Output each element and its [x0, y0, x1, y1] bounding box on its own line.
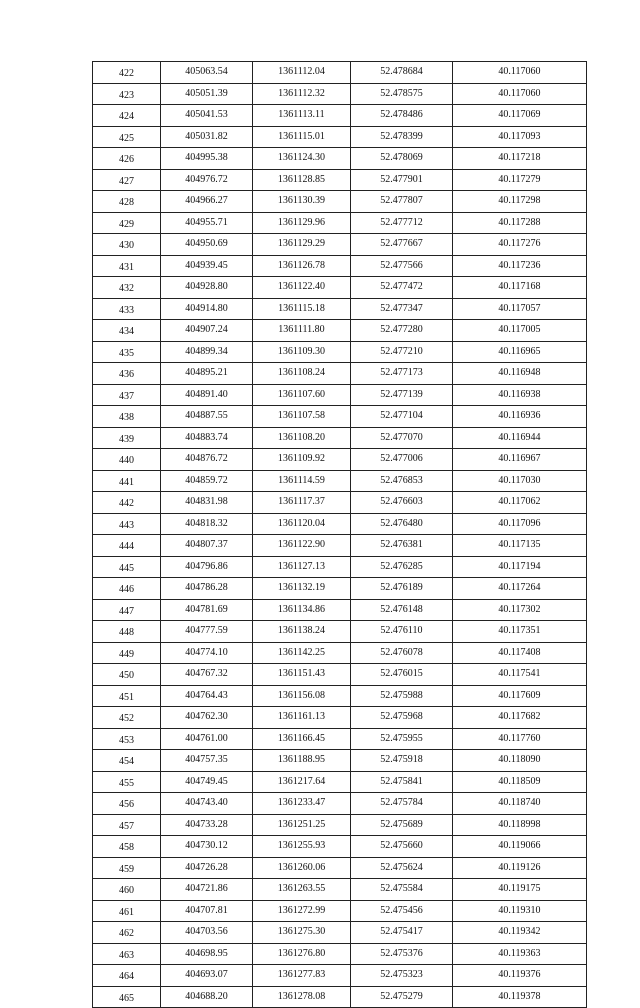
coordinates-table — [92, 61, 587, 1008]
y-coordinate-cell: 1361108.24 — [253, 363, 351, 385]
point-number-cell: 454 — [93, 750, 161, 772]
x-coordinate-cell: 404955.71 — [161, 212, 253, 234]
longitude-cell: 40.116965 — [453, 341, 587, 363]
point-number-cell: 429 — [93, 212, 161, 234]
y-coordinate-cell: 1361114.59 — [253, 470, 351, 492]
latitude-cell: 52.475660 — [351, 836, 453, 858]
latitude-cell: 52.476148 — [351, 599, 453, 621]
longitude-cell: 40.119376 — [453, 965, 587, 987]
latitude-cell: 52.477807 — [351, 191, 453, 213]
latitude-cell: 52.476015 — [351, 664, 453, 686]
latitude-cell: 52.475689 — [351, 814, 453, 836]
latitude-cell: 52.475968 — [351, 707, 453, 729]
coordinates-table-body — [93, 62, 587, 1008]
point-number-cell: 422 — [93, 62, 161, 84]
x-coordinate-cell: 405051.39 — [161, 83, 253, 105]
x-coordinate-cell: 404707.81 — [161, 900, 253, 922]
latitude-cell: 52.475584 — [351, 879, 453, 901]
point-number-cell: 452 — [93, 707, 161, 729]
longitude-cell: 40.117264 — [453, 578, 587, 600]
point-number-cell: 425 — [93, 126, 161, 148]
latitude-cell: 52.475955 — [351, 728, 453, 750]
point-number-cell: 458 — [93, 836, 161, 858]
point-number-cell: 450 — [93, 664, 161, 686]
latitude-cell: 52.475376 — [351, 943, 453, 965]
point-number-cell: 456 — [93, 793, 161, 815]
longitude-cell: 40.117760 — [453, 728, 587, 750]
longitude-cell: 40.119126 — [453, 857, 587, 879]
longitude-cell: 40.117541 — [453, 664, 587, 686]
point-number-cell: 463 — [93, 943, 161, 965]
y-coordinate-cell: 1361112.04 — [253, 62, 351, 84]
longitude-cell: 40.117279 — [453, 169, 587, 191]
y-coordinate-cell: 1361217.64 — [253, 771, 351, 793]
latitude-cell: 52.477472 — [351, 277, 453, 299]
longitude-cell: 40.117218 — [453, 148, 587, 170]
longitude-cell: 40.116936 — [453, 406, 587, 428]
longitude-cell: 40.117060 — [453, 83, 587, 105]
x-coordinate-cell: 404818.32 — [161, 513, 253, 535]
table-row — [93, 943, 587, 965]
x-coordinate-cell: 404831.98 — [161, 492, 253, 514]
latitude-cell: 52.478399 — [351, 126, 453, 148]
table-row — [93, 255, 587, 277]
x-coordinate-cell: 404762.30 — [161, 707, 253, 729]
latitude-cell: 52.476285 — [351, 556, 453, 578]
x-coordinate-cell: 404899.34 — [161, 341, 253, 363]
x-coordinate-cell: 404807.37 — [161, 535, 253, 557]
latitude-cell: 52.476110 — [351, 621, 453, 643]
y-coordinate-cell: 1361272.99 — [253, 900, 351, 922]
x-coordinate-cell: 404698.95 — [161, 943, 253, 965]
point-number-cell: 433 — [93, 298, 161, 320]
y-coordinate-cell: 1361276.80 — [253, 943, 351, 965]
y-coordinate-cell: 1361277.83 — [253, 965, 351, 987]
latitude-cell: 52.478486 — [351, 105, 453, 127]
point-number-cell: 428 — [93, 191, 161, 213]
table-row — [93, 126, 587, 148]
x-coordinate-cell: 404764.43 — [161, 685, 253, 707]
table-row — [93, 83, 587, 105]
table-row — [93, 986, 587, 1008]
longitude-cell: 40.117093 — [453, 126, 587, 148]
y-coordinate-cell: 1361275.30 — [253, 922, 351, 944]
y-coordinate-cell: 1361151.43 — [253, 664, 351, 686]
point-number-cell: 457 — [93, 814, 161, 836]
latitude-cell: 52.475456 — [351, 900, 453, 922]
y-coordinate-cell: 1361107.60 — [253, 384, 351, 406]
point-number-cell: 462 — [93, 922, 161, 944]
y-coordinate-cell: 1361109.92 — [253, 449, 351, 471]
y-coordinate-cell: 1361138.24 — [253, 621, 351, 643]
point-number-cell: 440 — [93, 449, 161, 471]
y-coordinate-cell: 1361134.86 — [253, 599, 351, 621]
x-coordinate-cell: 404859.72 — [161, 470, 253, 492]
longitude-cell: 40.117060 — [453, 62, 587, 84]
x-coordinate-cell: 404688.20 — [161, 986, 253, 1008]
latitude-cell: 52.477280 — [351, 320, 453, 342]
latitude-cell: 52.475323 — [351, 965, 453, 987]
point-number-cell: 441 — [93, 470, 161, 492]
x-coordinate-cell: 404730.12 — [161, 836, 253, 858]
x-coordinate-cell: 404743.40 — [161, 793, 253, 815]
longitude-cell: 40.119378 — [453, 986, 587, 1008]
y-coordinate-cell: 1361255.93 — [253, 836, 351, 858]
longitude-cell: 40.116938 — [453, 384, 587, 406]
table-row — [93, 148, 587, 170]
x-coordinate-cell: 404928.80 — [161, 277, 253, 299]
y-coordinate-cell: 1361126.78 — [253, 255, 351, 277]
latitude-cell: 52.475417 — [351, 922, 453, 944]
point-number-cell: 449 — [93, 642, 161, 664]
latitude-cell: 52.477070 — [351, 427, 453, 449]
longitude-cell: 40.117030 — [453, 470, 587, 492]
longitude-cell: 40.116948 — [453, 363, 587, 385]
x-coordinate-cell: 404891.40 — [161, 384, 253, 406]
point-number-cell: 453 — [93, 728, 161, 750]
latitude-cell: 52.477210 — [351, 341, 453, 363]
point-number-cell: 434 — [93, 320, 161, 342]
point-number-cell: 448 — [93, 621, 161, 643]
point-number-cell: 437 — [93, 384, 161, 406]
table-row — [93, 556, 587, 578]
x-coordinate-cell: 404786.28 — [161, 578, 253, 600]
table-row — [93, 62, 587, 84]
table-row — [93, 836, 587, 858]
latitude-cell: 52.476853 — [351, 470, 453, 492]
y-coordinate-cell: 1361127.13 — [253, 556, 351, 578]
y-coordinate-cell: 1361142.25 — [253, 642, 351, 664]
y-coordinate-cell: 1361188.95 — [253, 750, 351, 772]
latitude-cell: 52.478069 — [351, 148, 453, 170]
point-number-cell: 446 — [93, 578, 161, 600]
table-row — [93, 384, 587, 406]
y-coordinate-cell: 1361263.55 — [253, 879, 351, 901]
point-number-cell: 435 — [93, 341, 161, 363]
table-row — [93, 298, 587, 320]
latitude-cell: 52.476603 — [351, 492, 453, 514]
x-coordinate-cell: 404767.32 — [161, 664, 253, 686]
longitude-cell: 40.117408 — [453, 642, 587, 664]
table-row — [93, 449, 587, 471]
point-number-cell: 439 — [93, 427, 161, 449]
y-coordinate-cell: 1361111.80 — [253, 320, 351, 342]
latitude-cell: 52.477347 — [351, 298, 453, 320]
point-number-cell: 432 — [93, 277, 161, 299]
x-coordinate-cell: 404774.10 — [161, 642, 253, 664]
y-coordinate-cell: 1361132.19 — [253, 578, 351, 600]
longitude-cell: 40.119342 — [453, 922, 587, 944]
latitude-cell: 52.475988 — [351, 685, 453, 707]
x-coordinate-cell: 404703.56 — [161, 922, 253, 944]
longitude-cell: 40.117682 — [453, 707, 587, 729]
longitude-cell: 40.117069 — [453, 105, 587, 127]
table-row — [93, 212, 587, 234]
table-row — [93, 535, 587, 557]
longitude-cell: 40.117298 — [453, 191, 587, 213]
table-row — [93, 234, 587, 256]
y-coordinate-cell: 1361129.96 — [253, 212, 351, 234]
longitude-cell: 40.117609 — [453, 685, 587, 707]
latitude-cell: 52.475784 — [351, 793, 453, 815]
x-coordinate-cell: 404761.00 — [161, 728, 253, 750]
x-coordinate-cell: 404726.28 — [161, 857, 253, 879]
point-number-cell: 424 — [93, 105, 161, 127]
x-coordinate-cell: 404876.72 — [161, 449, 253, 471]
table-row — [93, 341, 587, 363]
table-row — [93, 621, 587, 643]
x-coordinate-cell: 404883.74 — [161, 427, 253, 449]
x-coordinate-cell: 404721.86 — [161, 879, 253, 901]
latitude-cell: 52.477104 — [351, 406, 453, 428]
x-coordinate-cell: 404907.24 — [161, 320, 253, 342]
latitude-cell: 52.475624 — [351, 857, 453, 879]
y-coordinate-cell: 1361278.08 — [253, 986, 351, 1008]
table-row — [93, 857, 587, 879]
longitude-cell: 40.116967 — [453, 449, 587, 471]
y-coordinate-cell: 1361128.85 — [253, 169, 351, 191]
y-coordinate-cell: 1361233.47 — [253, 793, 351, 815]
point-number-cell: 459 — [93, 857, 161, 879]
point-number-cell: 465 — [93, 986, 161, 1008]
longitude-cell: 40.118509 — [453, 771, 587, 793]
latitude-cell: 52.477566 — [351, 255, 453, 277]
latitude-cell: 52.477712 — [351, 212, 453, 234]
latitude-cell: 52.475918 — [351, 750, 453, 772]
y-coordinate-cell: 1361124.30 — [253, 148, 351, 170]
longitude-cell: 40.117057 — [453, 298, 587, 320]
x-coordinate-cell: 404895.21 — [161, 363, 253, 385]
y-coordinate-cell: 1361122.90 — [253, 535, 351, 557]
longitude-cell: 40.117288 — [453, 212, 587, 234]
y-coordinate-cell: 1361260.06 — [253, 857, 351, 879]
y-coordinate-cell: 1361166.45 — [253, 728, 351, 750]
table-row — [93, 922, 587, 944]
x-coordinate-cell: 404796.86 — [161, 556, 253, 578]
y-coordinate-cell: 1361108.20 — [253, 427, 351, 449]
latitude-cell: 52.478684 — [351, 62, 453, 84]
point-number-cell: 427 — [93, 169, 161, 191]
table-row — [93, 900, 587, 922]
longitude-cell: 40.117168 — [453, 277, 587, 299]
y-coordinate-cell: 1361161.13 — [253, 707, 351, 729]
longitude-cell: 40.119310 — [453, 900, 587, 922]
y-coordinate-cell: 1361115.01 — [253, 126, 351, 148]
x-coordinate-cell: 404781.69 — [161, 599, 253, 621]
x-coordinate-cell: 405041.53 — [161, 105, 253, 127]
longitude-cell: 40.117135 — [453, 535, 587, 557]
y-coordinate-cell: 1361156.08 — [253, 685, 351, 707]
table-row — [93, 320, 587, 342]
table-row — [93, 728, 587, 750]
latitude-cell: 52.475841 — [351, 771, 453, 793]
y-coordinate-cell: 1361122.40 — [253, 277, 351, 299]
longitude-cell: 40.117062 — [453, 492, 587, 514]
longitude-cell: 40.116944 — [453, 427, 587, 449]
longitude-cell: 40.118998 — [453, 814, 587, 836]
x-coordinate-cell: 404995.38 — [161, 148, 253, 170]
longitude-cell: 40.117276 — [453, 234, 587, 256]
table-row — [93, 707, 587, 729]
latitude-cell: 52.477901 — [351, 169, 453, 191]
point-number-cell: 430 — [93, 234, 161, 256]
latitude-cell: 52.477006 — [351, 449, 453, 471]
longitude-cell: 40.117005 — [453, 320, 587, 342]
x-coordinate-cell: 404950.69 — [161, 234, 253, 256]
longitude-cell: 40.118740 — [453, 793, 587, 815]
longitude-cell: 40.118090 — [453, 750, 587, 772]
y-coordinate-cell: 1361113.11 — [253, 105, 351, 127]
y-coordinate-cell: 1361120.04 — [253, 513, 351, 535]
table-row — [93, 793, 587, 815]
point-number-cell: 451 — [93, 685, 161, 707]
longitude-cell: 40.119175 — [453, 879, 587, 901]
x-coordinate-cell: 404887.55 — [161, 406, 253, 428]
x-coordinate-cell: 405063.54 — [161, 62, 253, 84]
x-coordinate-cell: 404966.27 — [161, 191, 253, 213]
latitude-cell: 52.477667 — [351, 234, 453, 256]
y-coordinate-cell: 1361251.25 — [253, 814, 351, 836]
x-coordinate-cell: 404693.07 — [161, 965, 253, 987]
x-coordinate-cell: 404733.28 — [161, 814, 253, 836]
latitude-cell: 52.477173 — [351, 363, 453, 385]
x-coordinate-cell: 404976.72 — [161, 169, 253, 191]
latitude-cell: 52.476189 — [351, 578, 453, 600]
longitude-cell: 40.117194 — [453, 556, 587, 578]
point-number-cell: 436 — [93, 363, 161, 385]
x-coordinate-cell: 405031.82 — [161, 126, 253, 148]
table-row — [93, 879, 587, 901]
table-row — [93, 169, 587, 191]
y-coordinate-cell: 1361117.37 — [253, 492, 351, 514]
table-row — [93, 578, 587, 600]
x-coordinate-cell: 404914.80 — [161, 298, 253, 320]
latitude-cell: 52.475279 — [351, 986, 453, 1008]
x-coordinate-cell: 404939.45 — [161, 255, 253, 277]
latitude-cell: 52.476480 — [351, 513, 453, 535]
table-row — [93, 406, 587, 428]
y-coordinate-cell: 1361130.39 — [253, 191, 351, 213]
latitude-cell: 52.476078 — [351, 642, 453, 664]
table-row — [93, 492, 587, 514]
table-row — [93, 277, 587, 299]
y-coordinate-cell: 1361109.30 — [253, 341, 351, 363]
point-number-cell: 438 — [93, 406, 161, 428]
longitude-cell: 40.117302 — [453, 599, 587, 621]
point-number-cell: 426 — [93, 148, 161, 170]
longitude-cell: 40.119066 — [453, 836, 587, 858]
longitude-cell: 40.119363 — [453, 943, 587, 965]
table-row — [93, 105, 587, 127]
point-number-cell: 442 — [93, 492, 161, 514]
y-coordinate-cell: 1361112.32 — [253, 83, 351, 105]
latitude-cell: 52.476381 — [351, 535, 453, 557]
point-number-cell: 431 — [93, 255, 161, 277]
longitude-cell: 40.117096 — [453, 513, 587, 535]
table-row — [93, 750, 587, 772]
point-number-cell: 461 — [93, 900, 161, 922]
table-row — [93, 363, 587, 385]
y-coordinate-cell: 1361115.18 — [253, 298, 351, 320]
x-coordinate-cell: 404749.45 — [161, 771, 253, 793]
point-number-cell: 444 — [93, 535, 161, 557]
point-number-cell: 445 — [93, 556, 161, 578]
point-number-cell: 464 — [93, 965, 161, 987]
table-row — [93, 642, 587, 664]
table-row — [93, 427, 587, 449]
point-number-cell: 460 — [93, 879, 161, 901]
table-row — [93, 470, 587, 492]
table-row — [93, 965, 587, 987]
x-coordinate-cell: 404777.59 — [161, 621, 253, 643]
point-number-cell: 447 — [93, 599, 161, 621]
y-coordinate-cell: 1361107.58 — [253, 406, 351, 428]
table-row — [93, 685, 587, 707]
longitude-cell: 40.117351 — [453, 621, 587, 643]
table-row — [93, 599, 587, 621]
point-number-cell: 455 — [93, 771, 161, 793]
table-row — [93, 513, 587, 535]
point-number-cell: 443 — [93, 513, 161, 535]
table-row — [93, 771, 587, 793]
latitude-cell: 52.478575 — [351, 83, 453, 105]
longitude-cell: 40.117236 — [453, 255, 587, 277]
table-row — [93, 191, 587, 213]
table-row — [93, 814, 587, 836]
y-coordinate-cell: 1361129.29 — [253, 234, 351, 256]
x-coordinate-cell: 404757.35 — [161, 750, 253, 772]
latitude-cell: 52.477139 — [351, 384, 453, 406]
table-row — [93, 664, 587, 686]
point-number-cell: 423 — [93, 83, 161, 105]
